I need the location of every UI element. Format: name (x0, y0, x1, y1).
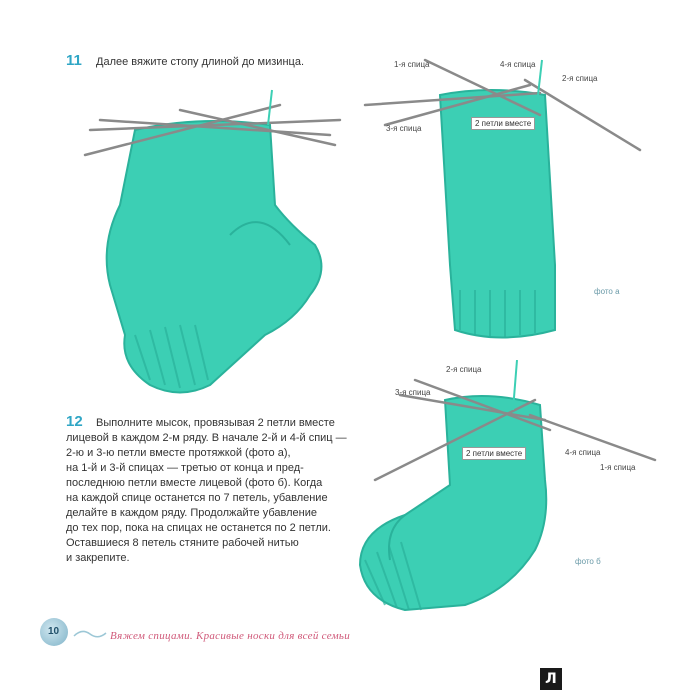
step-11-text: Далее вяжите стопу длиной до мизинца. (96, 56, 305, 68)
step-12-text (66, 416, 366, 566)
step-12-line: лицевой в каждом 2-м ряду. В начале 2-й и 4-й спиц — (66, 432, 347, 444)
yarn-swirl-icon (72, 628, 112, 640)
photo-b-callout-together: 2 петли вместе (462, 447, 526, 460)
photo-a-label-needle4: 4-я спица (500, 60, 536, 69)
step-12-line: на 1-й и 3-й спицах — третью от конца и пред- (66, 462, 304, 474)
sock-photo-b (345, 360, 665, 620)
step-number-11: 11 (66, 52, 82, 69)
photo-a-callout-together: 2 петли вместе (471, 117, 535, 130)
step-12-line: делайте в каждом ряду. Продолжайте убавление (66, 507, 317, 519)
publisher-logo: Л (540, 668, 562, 690)
photo-b-label-needle1: 1-я спица (600, 463, 636, 472)
photo-b-label-needle4: 4-я спица (565, 448, 601, 457)
step-12-line: и закрепите. (66, 552, 130, 564)
sock-photo-1 (80, 85, 350, 405)
step-12-line: Выполните мысок, провязывая 2 петли вместе (96, 417, 335, 429)
step-12-line: Оставшиеся 8 петель стяните рабочей нитью (66, 537, 299, 549)
photo-b-label-needle2: 2-я спица (446, 365, 482, 374)
photo-a-label-needle1: 1-я спица (394, 60, 430, 69)
book-title-footer: Вяжем спицами. Красивые носки для всей семьи (110, 630, 351, 642)
photo-b-label-needle3: 3-я спица (395, 388, 431, 397)
step-12-line: на каждой спице останется по 7 петель, убавление (66, 492, 328, 504)
page-number: 10 (48, 626, 60, 637)
step-12-line: до тех пор, пока на спицах не останется по 2 петли. (66, 522, 331, 534)
photo-a-caption: фото а (594, 287, 620, 296)
step-number-12: 12 (66, 413, 83, 430)
photo-a-label-needle2: 2-я спица (562, 74, 598, 83)
step-12-line: 2-ю и 3-ю петли вместе протяжкой (фото а), (66, 447, 291, 459)
photo-a-label-needle3: 3-я спица (386, 124, 422, 133)
photo-b-caption: фото б (575, 557, 601, 566)
sock-photo-a (360, 55, 660, 355)
step-12-line: последнюю петли вместе лицевой (фото б). Когда (66, 477, 323, 489)
